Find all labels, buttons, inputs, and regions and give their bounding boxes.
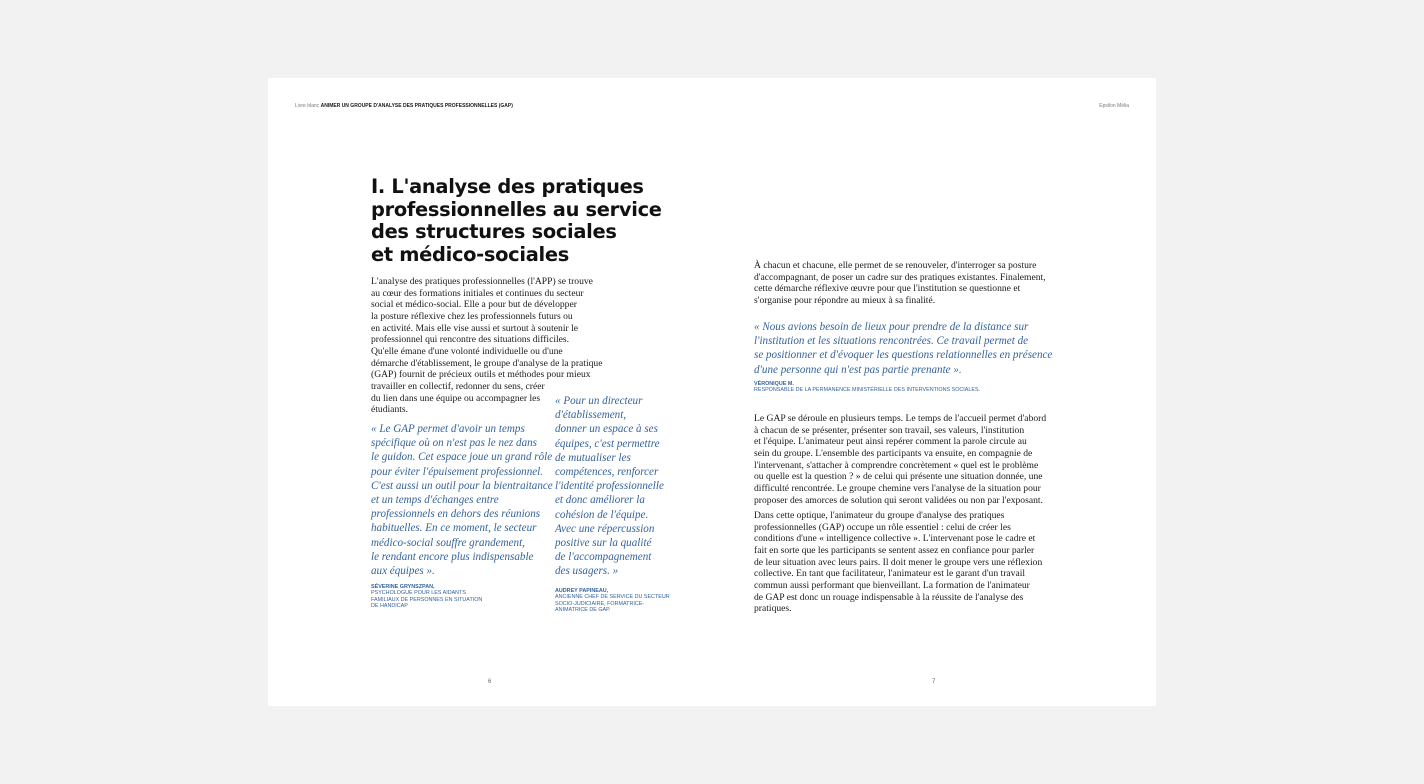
quote-line: pour éviter l'épuisement professionnel. xyxy=(371,465,544,478)
author-role: ANIMATRICE DE GAP. xyxy=(555,607,611,614)
quote-line: Avec une répercussion xyxy=(555,522,655,535)
quote-line: cohésion de l'équipe. xyxy=(555,508,649,521)
author-name: SÉVERINE GRYNSZPAN, xyxy=(371,584,435,590)
quote-line: l'institution et les situations rencontrées. Ce travail permet de xyxy=(754,335,1029,348)
quote-line: « Pour un directeur xyxy=(555,395,643,407)
pull-quote-veronique xyxy=(754,320,1052,377)
running-header-prefix: Livre blanc xyxy=(295,103,320,109)
author-role: FAMILIAUX DE PERSONNES EN SITUATION xyxy=(371,596,483,603)
text-line: à chacun de se présenter, présenter son travail, ses valeurs, l'institution xyxy=(754,424,1025,436)
text-line: étudiants. xyxy=(371,404,409,416)
text-line: en activité. Mais elle vise aussi et surtout à soutenir le xyxy=(371,322,579,334)
book-spread xyxy=(268,78,1156,706)
quote-line: l'identité professionnelle xyxy=(555,480,664,493)
quote-line: donner un espace à ses xyxy=(555,423,658,436)
text-line: du lien dans une équipe ou accompagner les xyxy=(371,392,541,404)
pull-quote-grynszpan xyxy=(371,422,553,578)
author-role: DE HANDICAP xyxy=(371,603,408,610)
quote-line: C'est aussi un outil pour la bientraitance xyxy=(371,479,553,492)
quote-line: le guidon. Cet espace joue un grand rôle xyxy=(371,451,553,464)
text-line: difficulté rencontrée. Le groupe chemine vers l'analyse de la situation pour xyxy=(754,482,1041,494)
text-line: s'organise pour répondre au mieux à sa finalité. xyxy=(754,294,936,306)
quote-line: équipes, c'est permettre xyxy=(555,437,660,450)
text-line: proposer des amorces de solution qui seront validées ou non par l'exposant. xyxy=(754,494,1043,506)
paragraph-animator-role xyxy=(754,510,1042,615)
quote-line: aux équipes ». xyxy=(371,565,435,578)
text-line: de GAP est donc un rouage indispensable à la réussite de l'analyse des xyxy=(754,591,1024,603)
author-role: SOCIO-JUDICIAIRE, FORMATRICE- xyxy=(555,600,645,607)
text-line: cette démarche réflexive œuvre pour que l'institution se questionne et xyxy=(754,283,1021,295)
quote-attribution xyxy=(555,588,670,614)
text-line: social et médico-social. Elle a pour but de développer xyxy=(371,299,577,311)
text-line: Dans cette optique, l'animateur du groupe d'analyse des pratiques xyxy=(754,510,1005,521)
chapter-title-line: professionnelles au service xyxy=(371,197,662,221)
quote-line: de mutualiser les xyxy=(555,451,631,464)
quote-line: des usagers. » xyxy=(555,565,619,578)
text-line: Qu'elle émane d'une volonté individuelle ou d'une xyxy=(371,345,563,357)
text-line: conditions d'une « intelligence collective ». L'intervenant pose le cadre et xyxy=(754,533,1036,545)
text-line: l'intervenant, s'attacher à comprendre concrètement « quel est le problème xyxy=(754,459,1039,471)
text-line: la posture réflexive chez les professionnels futurs ou xyxy=(371,310,573,322)
quote-line: spécifique où on n'est pas le nez dans xyxy=(371,437,537,450)
text-line: Le GAP se déroule en plusieurs temps. Le temps de l'accueil permet d'abord xyxy=(754,413,1047,424)
text-line: professionnel qui rencontre des situations difficiles. xyxy=(371,334,570,346)
text-line: de leur situation avec leurs pairs. Il doit mener le groupe vers une réflexion xyxy=(754,556,1043,568)
quote-line: professionnels en dehors des réunions xyxy=(371,508,541,521)
quote-attribution xyxy=(754,381,980,394)
text-line: collective. En tant que facilitateur, l'animateur est le garant d'un travail xyxy=(754,568,1026,580)
text-line: travailler en collectif, redonner du sens, créer xyxy=(371,380,545,392)
text-line: ou quelle est la question ? » de celui qui présente une situation donnée, une xyxy=(754,471,1043,483)
text-line: commun aussi performant que bienveillant. La formation de l'animateur xyxy=(754,579,1030,591)
text-line: d'accompagnant, de poser un cadre sur des pratiques existantes. Finalement, xyxy=(754,271,1046,283)
quote-line: et un temps d'échanges entre xyxy=(371,494,499,507)
text-line: À chacun et chacune, elle permet de se renouveler, d'interroger sa posture xyxy=(754,260,1037,271)
text-line: et l'équipe. L'animateur peut ainsi repérer comment la parole circule au xyxy=(754,436,1027,448)
chapter-title-line: des structures sociales xyxy=(371,220,617,243)
chapter-title-line: I. L'analyse des pratiques xyxy=(371,175,644,198)
text-line: pratiques. xyxy=(754,603,792,615)
text-line: professionnelles (GAP) occupe un rôle essentiel : celui de créer les xyxy=(754,521,1011,533)
author-role: PSYCHOLOGUE POUR LES AIDANTS xyxy=(371,590,466,597)
quote-line: le rendant encore plus indispensable xyxy=(371,550,534,563)
quote-line: positive sur la qualité xyxy=(555,537,652,550)
author-role: ANCIENNE CHEF DE SERVICE DU SECTEUR xyxy=(555,594,670,601)
quote-line: compétences, renforcer xyxy=(555,466,659,479)
text-line: démarche d'établissement, le groupe d'analyse de la pratique xyxy=(371,357,603,369)
author-name: AUDREY PAPINEAU, xyxy=(555,588,609,594)
running-header-title: ANIMER UN GROUPE D'ANALYSE DES PRATIQUES PROFESSIONNELLES (GAP) xyxy=(320,103,513,109)
text-line: (GAP) fournit de précieux outils et méthodes pour mieux xyxy=(371,369,591,381)
quote-line: se positionner et d'évoquer les questions relationnelles en présence xyxy=(754,349,1053,362)
paragraph-renewal xyxy=(754,260,1046,307)
text-line: au cœur des formations initiales et continues du secteur xyxy=(371,287,584,299)
pull-quote-papineau xyxy=(555,394,664,579)
running-header-right: Epsilon Mélia xyxy=(1099,103,1129,109)
paragraph-gap-steps xyxy=(754,413,1046,506)
author-role: RESPONSABLE DE LA PERMANENCE MINISTÉRIELLE DES INTERVENTIONS SOCIALES. xyxy=(754,387,981,394)
quote-line: d'une personne qui n'est pas partie prenante ». xyxy=(754,363,962,376)
chapter-title-line: et médico-sociales xyxy=(371,242,569,266)
quote-line: « Nous avions besoin de lieux pour prendre de la distance sur xyxy=(754,321,1029,333)
quote-line: habituelles. En ce moment, le secteur xyxy=(371,522,537,535)
page-number-right: 7 xyxy=(932,679,936,685)
chapter-title xyxy=(371,176,662,266)
quote-line: et donc améliorer la xyxy=(555,494,645,507)
quote-line: d'établissement, xyxy=(555,409,627,422)
quote-line: médico-social souffre grandement, xyxy=(371,536,525,549)
page-number-left: 6 xyxy=(488,679,492,685)
text-line: L'analyse des pratiques professionnelles (l'APP) se trouve xyxy=(371,276,593,287)
running-header xyxy=(295,103,513,109)
text-line: fait en sorte que les participants se sentent assez en confiance pour parler xyxy=(754,544,1035,556)
author-name: VÉRONIQUE M. xyxy=(754,381,794,387)
text-line: sein du groupe. L'ensemble des participants va ensuite, en compagnie de xyxy=(754,447,1033,459)
quote-line: de l'accompagnement xyxy=(555,551,652,564)
quote-line: « Le GAP permet d'avoir un temps xyxy=(371,423,525,435)
quote-attribution xyxy=(371,584,482,610)
